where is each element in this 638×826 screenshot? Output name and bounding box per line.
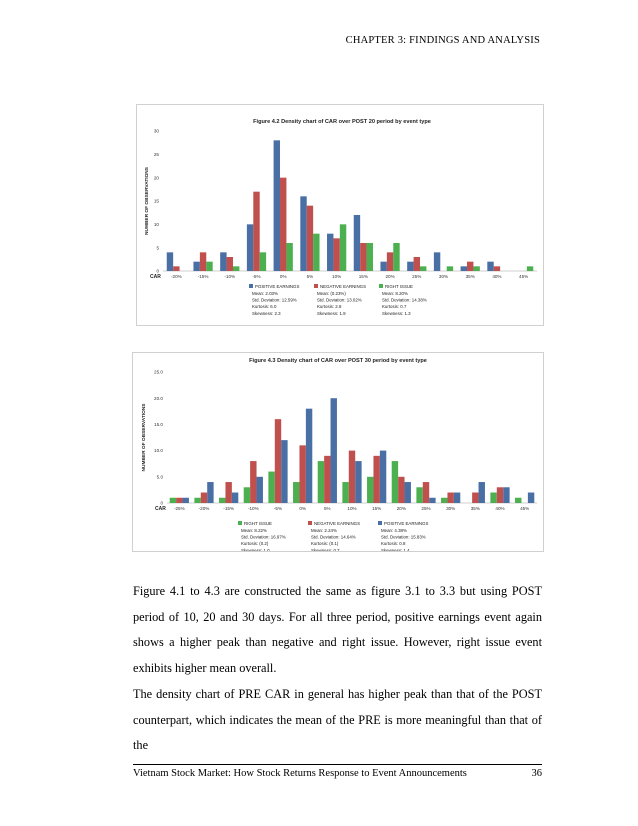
bar-positive-earnings	[380, 262, 386, 271]
legend-swatch	[378, 521, 382, 525]
y-tick-label: 25	[153, 151, 159, 157]
bar-negative-earnings	[472, 493, 478, 503]
bar-right-issue	[473, 266, 479, 271]
bar-positive-earnings	[247, 224, 253, 271]
x-tick-label: 20%	[385, 274, 395, 279]
legend-stat: Skewness: 0.7	[311, 547, 340, 551]
bar-negative-earnings	[176, 498, 182, 503]
y-tick-label: 10.0	[154, 448, 163, 454]
legend-stat: Kurtosis: 6.0	[252, 304, 277, 310]
x-tick-label: 20%	[396, 506, 406, 511]
bar-negative-earnings	[494, 266, 500, 271]
x-tick-label: -5%	[252, 274, 261, 279]
x-tick-label: 0%	[279, 274, 287, 279]
chapter-header: CHAPTER 3: FINDINGS AND ANALYSIS	[345, 35, 540, 46]
bar-right-issue	[286, 243, 292, 271]
bar-right-issue	[342, 482, 348, 503]
legend-swatch	[314, 284, 318, 288]
chart-svg-post30	[133, 353, 543, 551]
bar-negative-earnings	[227, 257, 233, 271]
bar-negative-earnings	[200, 252, 206, 271]
legend-stat: Mean: (0.23%)	[317, 291, 346, 296]
bar-right-issue	[490, 493, 496, 503]
legend-stat: Skewness: 1.0	[241, 547, 270, 551]
bar-right-issue	[527, 266, 533, 271]
y-tick-label: 15.0	[154, 422, 163, 427]
bar-right-issue	[219, 498, 225, 503]
legend-label: RIGHT ISSUE	[244, 521, 272, 526]
bar-negative-earnings	[280, 178, 286, 271]
x-tick-label: 25%	[412, 274, 422, 279]
bar-positive-earnings	[183, 498, 189, 503]
legend-stat: Skewness: 1.9	[317, 310, 346, 316]
bar-right-issue	[260, 252, 266, 271]
bar-negative-earnings	[398, 477, 404, 503]
bar-right-issue	[268, 472, 274, 503]
legend-stat: Skewness: 1.3	[382, 310, 411, 316]
x-tick-label: 35%	[465, 274, 475, 279]
bar-negative-earnings	[201, 493, 207, 503]
legend-stat: Std. Deviation: 16.97%	[241, 534, 286, 540]
legend-stat: Mean: 8.20%	[382, 291, 408, 296]
x-tick-label: 30%	[438, 274, 449, 279]
bar-negative-earnings	[250, 461, 256, 503]
bar-positive-earnings	[232, 493, 238, 503]
bar-negative-earnings	[307, 206, 313, 271]
x-tick-label: 5%	[306, 274, 314, 279]
y-tick-label: 20.0	[154, 395, 163, 401]
bar-positive-earnings	[503, 487, 509, 503]
y-axis-label: NUMBER OF OBSERVATIONS	[145, 167, 150, 235]
bar-negative-earnings	[373, 456, 379, 503]
bar-positive-earnings	[207, 482, 213, 503]
x-tick-label: 15%	[358, 274, 368, 279]
x-tick-label: 30%	[446, 506, 456, 511]
x-tick-label: -15%	[223, 506, 235, 511]
body-paragraph: The density chart of PRE CAR in general has higher peak than that of the POST counterpart, which indicates the mean of the PRE is more meaningful than that of the	[133, 687, 542, 752]
x-tick-label: 0%	[299, 506, 306, 511]
bar-negative-earnings	[275, 419, 281, 503]
legend-label: POSITIVE EARNINGS	[384, 521, 429, 526]
x-tick-label: 15%	[372, 506, 382, 511]
x-tick-label: 40%	[495, 506, 505, 511]
bar-negative-earnings	[225, 482, 231, 503]
legend-stat: Mean: 2.03%	[252, 291, 278, 296]
x-tick-label: 25%	[421, 506, 431, 511]
legend-swatch	[249, 284, 253, 288]
bar-right-issue	[367, 243, 373, 271]
bar-positive-earnings	[306, 409, 312, 503]
legend-stat: Mean: 4.38%	[381, 528, 407, 533]
bar-positive-earnings	[407, 262, 413, 271]
density-chart-post20	[136, 104, 544, 326]
chart-title: Figure 4.2 Density chart of CAR over POST 20 period by event type	[253, 119, 431, 125]
bar-right-issue	[206, 262, 212, 271]
y-tick-label: 30	[153, 128, 159, 134]
x-axis-label: CAR	[150, 274, 161, 280]
bar-positive-earnings	[281, 440, 287, 503]
bar-positive-earnings	[429, 498, 435, 503]
legend-stat: Std. Deviation: 13.02%	[317, 297, 362, 303]
bar-right-issue	[233, 266, 239, 271]
bar-right-issue	[393, 243, 399, 271]
legend-stat: Mean: 2.24%	[311, 528, 337, 533]
bar-positive-earnings	[274, 140, 280, 271]
bar-positive-earnings	[257, 477, 263, 503]
legend-swatch	[308, 521, 312, 525]
x-tick-label: 5%	[324, 506, 331, 511]
bar-negative-earnings	[467, 262, 473, 271]
bar-positive-earnings	[487, 262, 493, 271]
bar-positive-earnings	[461, 266, 467, 271]
y-tick-label: 5	[156, 245, 159, 251]
bar-positive-earnings	[355, 461, 361, 503]
bar-positive-earnings	[167, 252, 173, 271]
y-tick-label: 10	[153, 221, 159, 227]
bar-right-issue	[244, 487, 250, 503]
bar-right-issue	[194, 498, 200, 503]
bar-right-issue	[392, 461, 398, 503]
legend-label: NEGATIVE EARNINGS	[320, 284, 367, 289]
legend-stat: Skewness: 2.3	[252, 310, 281, 316]
bar-negative-earnings	[447, 493, 453, 503]
legend-stat: Kurtosis: 0.7	[382, 304, 407, 310]
y-tick-label: 0	[160, 500, 163, 506]
legend-label: NEGATIVE EARNINGS	[314, 521, 361, 526]
bar-negative-earnings	[423, 482, 429, 503]
y-tick-label: 15	[153, 198, 159, 204]
x-tick-label: -20%	[198, 506, 210, 511]
x-tick-label: 45%	[519, 274, 529, 279]
legend-label: POSITIVE EARNINGS	[255, 284, 300, 289]
bar-right-issue	[416, 487, 422, 503]
bar-positive-earnings	[528, 493, 534, 503]
x-tick-label: -15%	[197, 274, 209, 279]
bar-negative-earnings	[349, 451, 355, 503]
legend-swatch	[238, 521, 242, 525]
legend-stat: Skewness: 1.4	[381, 547, 410, 551]
page-number: 36	[531, 768, 542, 779]
bar-positive-earnings	[405, 482, 411, 503]
y-tick-label: 0	[156, 268, 159, 274]
bar-positive-earnings	[220, 252, 226, 271]
legend-stat: Kurtosis: 2.8	[317, 304, 342, 310]
x-tick-label: -10%	[247, 506, 259, 511]
legend-stat: Kurtosis: 0.8	[381, 541, 406, 547]
legend-stat: Kurtosis: (0.1)	[311, 541, 339, 547]
x-tick-label: 10%	[332, 274, 342, 279]
legend-stat: Std. Deviation: 12.59%	[252, 297, 297, 303]
bar-negative-earnings	[497, 487, 503, 503]
bar-positive-earnings	[327, 234, 333, 271]
x-tick-label: -25%	[173, 506, 185, 511]
legend-swatch	[379, 284, 383, 288]
bar-right-issue	[515, 498, 521, 503]
bar-negative-earnings	[324, 456, 330, 503]
bar-positive-earnings	[193, 262, 199, 271]
bar-right-issue	[447, 266, 453, 271]
bar-positive-earnings	[434, 252, 440, 271]
bar-negative-earnings	[360, 243, 366, 271]
legend-label: RIGHT ISSUE	[385, 284, 413, 289]
bar-negative-earnings	[414, 257, 420, 271]
x-tick-label: 35%	[470, 506, 480, 511]
bar-positive-earnings	[300, 196, 306, 271]
bar-negative-earnings	[387, 252, 393, 271]
y-tick-label: 25.0	[154, 369, 163, 375]
y-tick-label: 20	[153, 175, 159, 181]
legend-stat: Std. Deviation: 14.38%	[382, 297, 427, 303]
bar-negative-earnings	[173, 266, 179, 271]
legend-stat: Std. Deviation: 15.83%	[381, 534, 426, 540]
bar-right-issue	[420, 266, 426, 271]
bar-positive-earnings	[380, 451, 386, 503]
chart-title: Figure 4.3 Density chart of CAR over POST 30 period by event type	[249, 358, 427, 364]
legend-stat: Mean: 8.22%	[241, 528, 267, 533]
bar-right-issue	[170, 498, 176, 503]
bar-negative-earnings	[253, 192, 259, 271]
x-tick-label: 40%	[492, 274, 502, 279]
x-tick-label: -5%	[273, 506, 283, 511]
density-chart-post30	[132, 352, 544, 552]
legend-stat: Kurtosis: (0.2)	[241, 541, 269, 547]
legend-stat: Std. Deviation: 14.64%	[311, 534, 356, 540]
bar-negative-earnings	[299, 445, 305, 503]
bar-right-issue	[318, 461, 324, 503]
bar-right-issue	[340, 224, 346, 271]
footer-rule	[133, 764, 542, 765]
y-axis-label: NUMBER OF OBSERVATIONS	[142, 403, 147, 472]
bar-positive-earnings	[331, 398, 337, 503]
bar-positive-earnings	[479, 482, 485, 503]
bar-negative-earnings	[333, 238, 339, 271]
bar-right-issue	[441, 498, 447, 503]
x-axis-label: CAR	[155, 506, 166, 512]
y-tick-label: 5.0	[156, 474, 163, 480]
bar-right-issue	[313, 234, 319, 271]
bar-right-issue	[367, 477, 373, 503]
chart-svg-post20	[137, 105, 543, 325]
x-tick-label: -20%	[170, 274, 182, 279]
body-paragraph: Figure 4.1 to 4.3 are constructed the same as figure 3.1 to 3.3 but using POST period of 10, 20 and 30 days. For all three period, positive earnings event again shows a higher peak than negative and right issue. However, right issue event exhibits higher mean overall.	[133, 584, 542, 675]
bar-right-issue	[293, 482, 299, 503]
x-tick-label: 45%	[520, 506, 530, 511]
bar-positive-earnings	[354, 215, 360, 271]
x-tick-label: -10%	[224, 274, 236, 279]
bar-positive-earnings	[454, 493, 460, 503]
footer-title: Vietnam Stock Market: How Stock Returns Response to Event Announcements	[133, 768, 467, 779]
x-tick-label: 10%	[347, 506, 357, 511]
